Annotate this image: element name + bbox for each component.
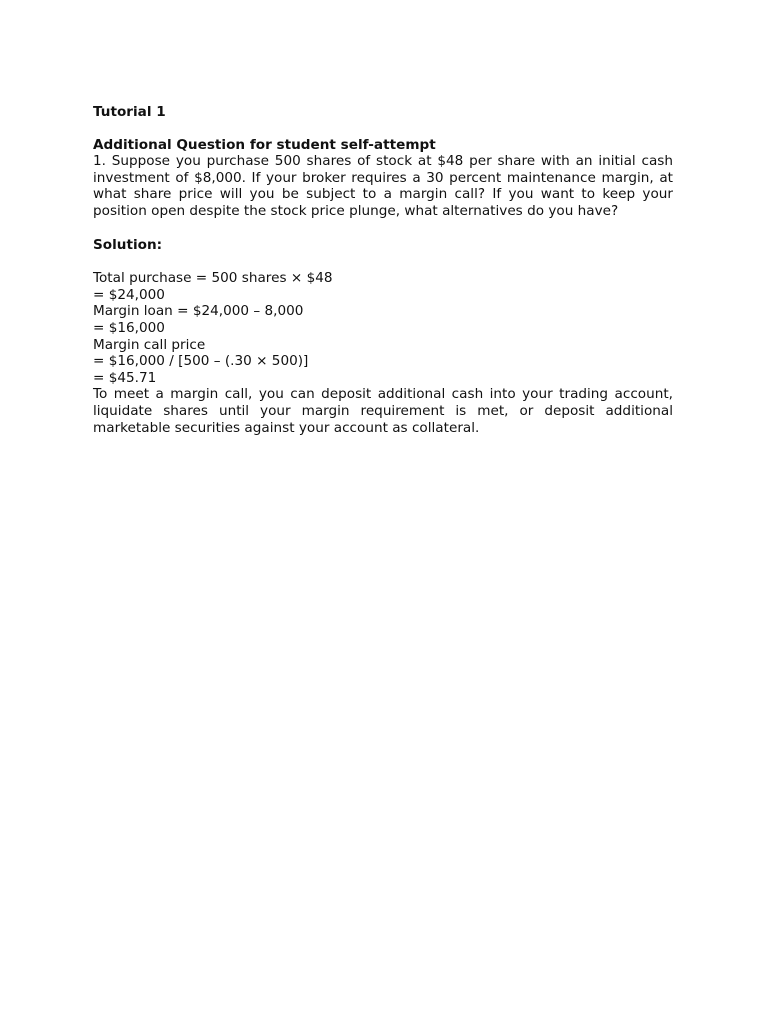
calculation-line-total-result: = $24,000 — [93, 286, 165, 303]
document-title: Tutorial 1 — [93, 104, 166, 120]
solution-heading: Solution: — [93, 236, 163, 253]
document-page — [93, 104, 673, 436]
calculation-line-total-purchase: Total purchase = 500 shares × $48 — [93, 270, 333, 287]
calculation-line-final-result: = $45.71 — [93, 369, 157, 386]
question-text: 1. Suppose you purchase 500 shares of stock at $48 per share with an initial cash investment of $8,000. If your broker requires a 30 percent maintenance margin, at what share price will you be subject to a margin call? If you want to keep your position open despite the stock price plunge, what alternatives do you have? — [93, 153, 673, 219]
question-heading: Additional Question for student self-attempt — [93, 136, 436, 153]
calculation-line-formula: = $16,000 / [500 – (.30 × 500)] — [93, 353, 309, 370]
calculation-line-margin-call-price: Margin call price — [93, 336, 206, 353]
calculation-line-margin-loan: Margin loan = $24,000 – 8,000 — [93, 303, 304, 320]
calculation-block — [93, 270, 673, 386]
calculation-line-loan-result: = $16,000 — [93, 319, 165, 336]
conclusion-text: To meet a margin call, you can deposit additional cash into your trading account, liquidate shares until your margin requirement is met, or deposit additional marketable securities against your account as collateral. — [93, 386, 673, 436]
